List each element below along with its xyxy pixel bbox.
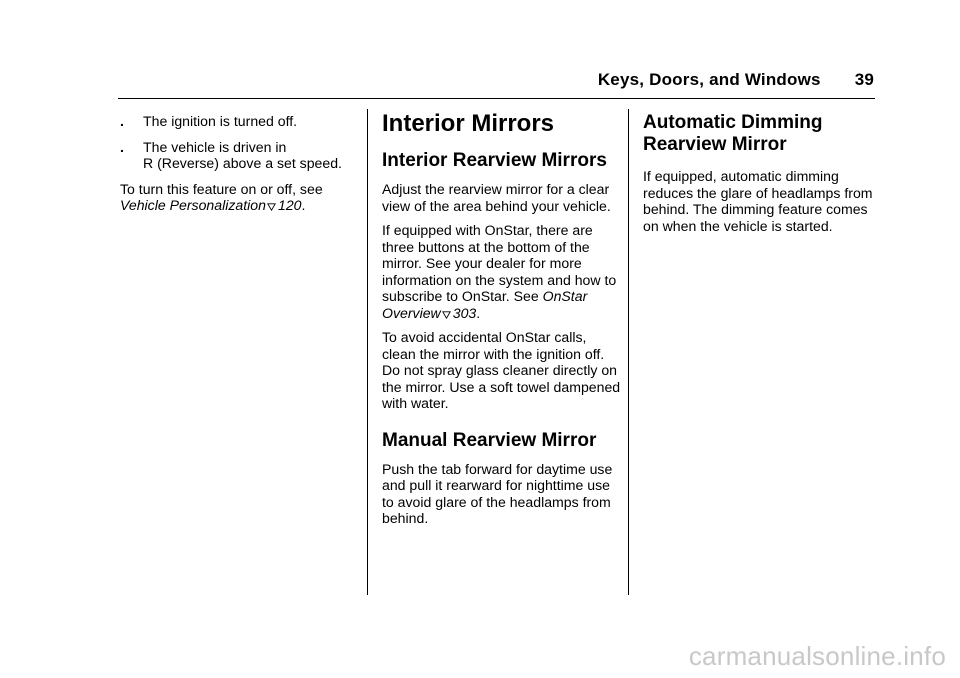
column-3 (643, 112, 883, 242)
header-rule (118, 98, 875, 99)
reference-end: . (476, 304, 481, 321)
cross-reference-link[interactable]: OnStar (542, 288, 588, 304)
bullet-item (120, 139, 360, 172)
page-number: 39 (854, 70, 874, 89)
cross-reference-link[interactable]: Overview (382, 304, 441, 321)
column-1 (120, 113, 360, 222)
cross-reference-page[interactable]: 120 (277, 197, 302, 213)
subsection-heading (643, 112, 883, 156)
heading-line-2: Rearview Mirror (643, 134, 787, 155)
bullet-text-line-1: The vehicle is driven in (143, 138, 287, 155)
paragraph: Push the tab forward for daytime use and pull it rearward for nighttime use to avoid glare of the headlamps from behind. (382, 460, 613, 526)
section-title: Keys, Doors, and Windows (597, 70, 821, 89)
bullet-item (120, 113, 360, 130)
cross-reference-page[interactable]: 303 (452, 304, 477, 321)
section-heading: Interior Mirrors (382, 110, 555, 137)
column-divider-2 (628, 109, 629, 595)
bullet-text: The ignition is turned off. (143, 113, 298, 129)
paragraph: Adjust the rearview mirror for a clear view of the area behind your vehicle. (382, 181, 611, 214)
paragraph (120, 181, 360, 214)
page-reference-triangle-icon (267, 202, 276, 210)
bullet-mark: . (120, 138, 124, 155)
subsection-heading: Manual Rearview Mirror (382, 429, 597, 451)
running-header (598, 70, 874, 90)
reference-end: . (301, 197, 306, 213)
paragraph-text: To turn this feature on or off, see (120, 180, 323, 197)
column-divider-1 (367, 109, 368, 595)
paragraph (382, 222, 622, 321)
bullet-text-line-2: R (Reverse) above a set speed. (143, 155, 342, 171)
paragraph: To avoid accidental OnStar calls, clean the mirror with the ignition off. Do not spray glass cleaner directly on the mirror. Use a soft towel dampened with water. (382, 329, 621, 411)
bullet-mark: . (120, 113, 124, 129)
paragraph-text: If equipped with OnStar, there are three buttons at the bottom of the mirror. See your dealer for more information on the system and how to subscribe to OnStar. See (382, 222, 617, 304)
column-2 (382, 112, 622, 535)
cross-reference-link[interactable]: Vehicle Personalization (120, 197, 266, 213)
heading-line-1: Automatic Dimming (643, 112, 823, 133)
watermark: carmanualsonline.info (688, 641, 946, 671)
subsection-heading: Interior Rearview Mirrors (382, 150, 607, 171)
page-reference-triangle-icon (442, 310, 451, 318)
paragraph: If equipped, automatic dimming reduces the glare of headlamps from behind. The dimming feature comes on when the vehicle is started. (643, 168, 873, 234)
